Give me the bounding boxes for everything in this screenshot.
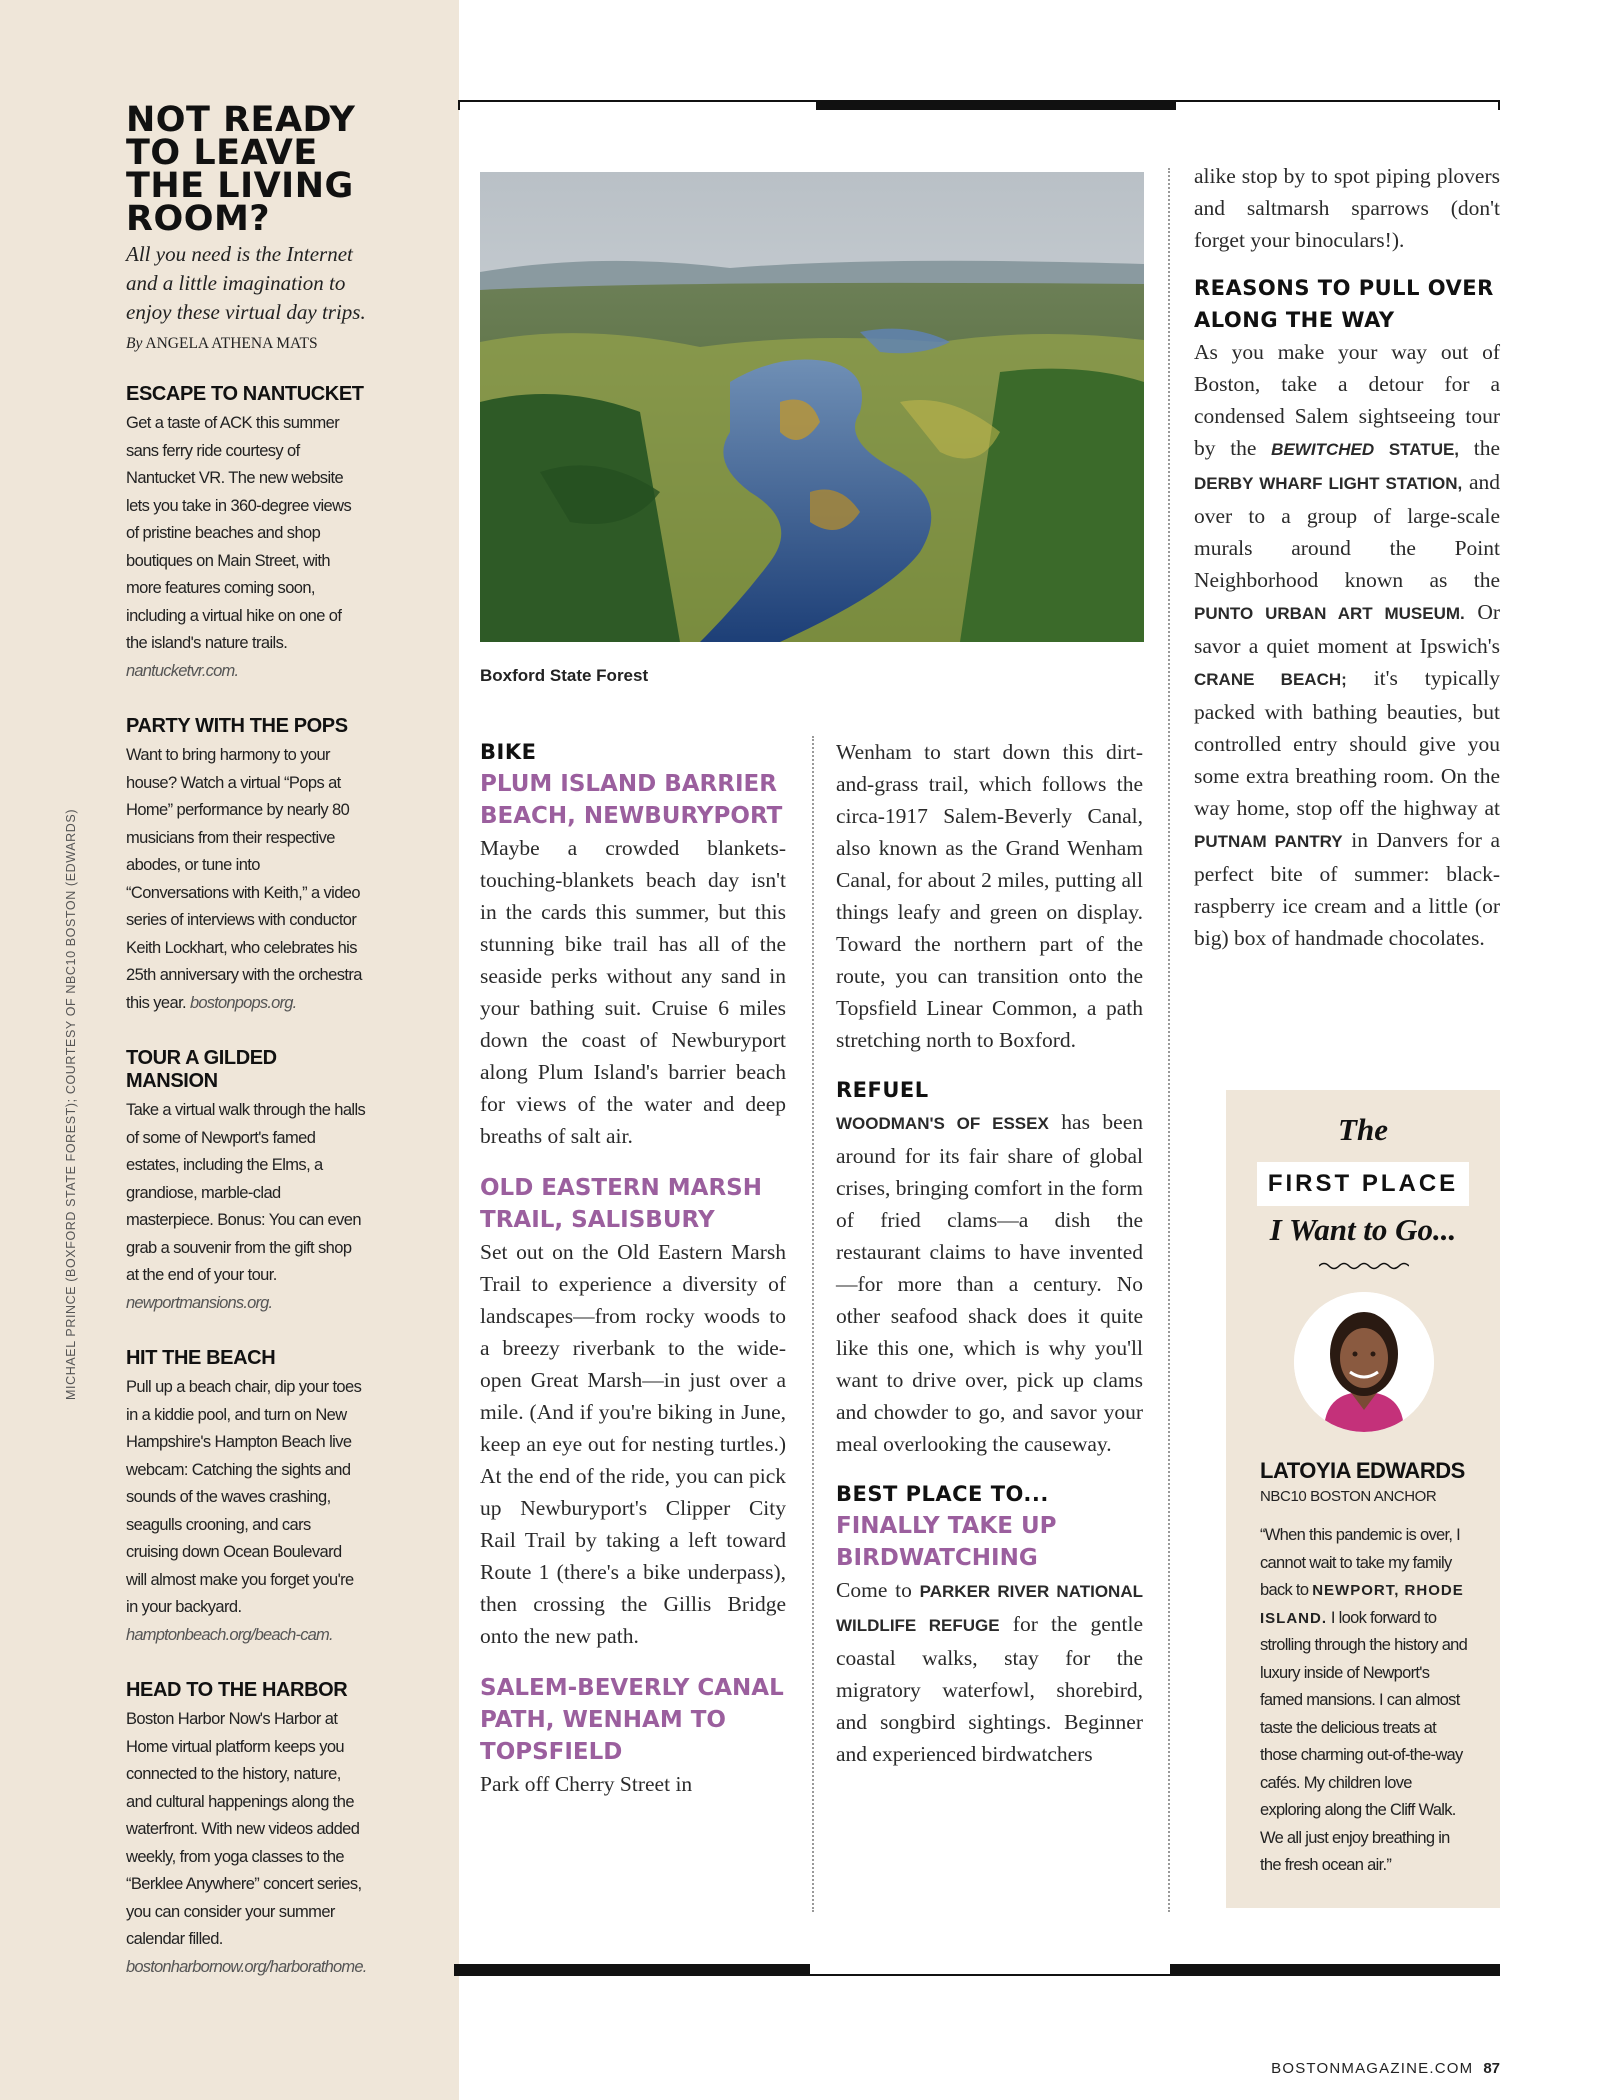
section-kicker-refuel: REFUEL [836, 1078, 929, 1102]
section-kicker-best-place: BEST PLACE TO... [836, 1482, 1049, 1506]
byline-name: ANGELA ATHENA MATS [145, 335, 318, 352]
sidebar-section-body: Take a virtual walk through the halls of some of Newport's famed estates, including the Elms, a grandiose, marble-clad masterpiece. Bonus: You can even grab a souvenir from the gift shop at the end of your tour. newportmansions.org. [126, 1101, 366, 1312]
page-footer [1271, 2060, 1500, 2077]
woodmans-name: WOODMAN'S OF ESSEX [836, 1114, 1049, 1133]
first-place-box [1226, 1090, 1500, 1908]
article-column-2 [836, 736, 1143, 1770]
section-kicker-bike: BIKE [480, 740, 537, 764]
sidebar-section-body: Want to bring harmony to your house? Watch a virtual “Pops at Home” performance by nearly 80 musicians from their respective abodes, or tune into “Conversations with Keith,” a video series of interviews with conductor Keith Lockhart, who celebrates his 25th anniversary with the orchestra this year. bostonpops.org. [126, 746, 362, 1012]
sidebar-section-heading: ESCAPE TO NANTUCKET [126, 383, 364, 405]
subheading-salem-beverly: SALEM-BEVERLY CANAL PATH, WENHAM TO TOPSFIELD [480, 1675, 784, 1765]
byline-prefix: By [126, 335, 143, 352]
first-place-the: The [1338, 1112, 1388, 1147]
parker-river-name: PARKER RIVER NATIONAL WILDLIFE REFUGE [836, 1582, 1143, 1635]
boxford-forest-photo [480, 172, 1144, 642]
first-place-quote: “When this pandemic is over, I cannot wait to take my family back to NEWPORT, RHODE ISLAND. I look forward to strolling through the history and luxury inside of Newport's famed mansions. I can almost taste the delicious treats at those charming out-of-the-way cafés. My children love exploring along the Cliff Walk. We all just enjoy breathing in the fresh ocean air.” [1260, 1526, 1468, 1874]
sidebar-section-body: Pull up a beach chair, dip your toes in a kiddie pool, and turn on New Hampshire's Hampton Beach live webcam: Catching the sights and sounds of the waves crashing, seagulls crooning, and cars cruising down Ocean Boulevard will almost make you forget you're in your backyard. hamptonbeach.org/beach-cam. [126, 1378, 362, 1644]
sidebar-section-heading: PARTY WITH THE POPS [126, 715, 348, 737]
photo-caption: Boxford State Forest [480, 666, 649, 685]
footer-site: BOSTONMAGAZINE.COM [1271, 2060, 1474, 2077]
paragraph-old-eastern-marsh: Set out on the Old Eastern Marsh Trail to experience a diversity of landscapes—from rocky woods to a breezy riverbank to the wide-open Great Marsh—in just over a mile. (And if you're biking in June, keep an eye out for nesting turtles.) At the end of the ride, you can pick up Newburyport's Clipper City Rail Trail by taking a left toward Route 1 (there's a bike underpass), then crossing the Gillis Bridge onto the new path. [480, 1240, 786, 1648]
article-column-1 [480, 736, 786, 1800]
sidebar-section-url: newportmansions.org. [126, 1293, 273, 1312]
first-place-want: I Want to Go... [1269, 1212, 1457, 1247]
sidebar-section-url: nantucketvr.com. [126, 661, 239, 680]
sidebar-title: NOT READY TO LEAVE THE LIVING ROOM? [126, 100, 356, 239]
photo-credit: MICHAEL PRINCE (BOXFORD STATE FOREST); COURTESY OF NBC10 BOSTON (EDWARDS) [64, 808, 78, 1400]
paragraph-refuel: WOODMAN'S OF ESSEX has been around for its fair share of global crises, bringing comfort in the form of fried clams—a dish the restaurant claims to have invented—for more than a century. No other seafood shack does it quite like this one, which is why you'll want to drive over, pick up clams and chowder to go, and savor your meal overlooking the causeway. [836, 1110, 1143, 1456]
newport-place: NEWPORT, RHODE ISLAND. [1260, 1582, 1464, 1627]
paragraph-birdwatching: Come to PARKER RIVER NATIONAL WILDLIFE REFUGE for the gentle coastal walks, stay for the migratory waterfowl, shorebird, and songbird sightings. Beginner and experienced birdwatchers [836, 1578, 1144, 1766]
sidebar-intro: All you need is the Internet and a little imagination to enjoy these virtual day trips. [126, 242, 366, 324]
bottom-rule [454, 1964, 1500, 1976]
subheading-old-eastern-marsh: OLD EASTERN MARSH TRAIL, SALISBURY [480, 1175, 762, 1233]
byline [126, 335, 366, 353]
subheading-birdwatching: FINALLY TAKE UP BIRDWATCHING [836, 1513, 1057, 1571]
latoyia-edwards-avatar [1294, 1292, 1434, 1432]
article-column-3 [1194, 160, 1500, 954]
sidebar-section-heading: HEAD TO THE HARBOR [126, 1679, 348, 1701]
sidebar-section-heading: TOUR A GILDED MANSION [126, 1047, 277, 1092]
sidebar-section-pops [126, 715, 366, 1017]
first-place-role: NBC10 BOSTON ANCHOR [1260, 1488, 1437, 1505]
sidebar-panel [0, 0, 459, 2100]
first-place-label: FIRST PLACE [1257, 1162, 1469, 1206]
sidebar-section-mansion [126, 1047, 366, 1317]
sidebar-content [126, 100, 367, 1981]
top-rule [458, 100, 1500, 110]
sidebar-section-url: hamptonbeach.org/beach-cam. [126, 1625, 333, 1644]
sidebar-section-nantucket [126, 383, 366, 685]
sidebar-section-body: Get a taste of ACK this summer sans ferry ride courtesy of Nantucket VR. The new website lets you take in 360-degree views of pristine beaches and shop boutiques on Main Street, with more features coming soon, including a virtual hike on one of the island's nature trails. nantucketvr.com. [126, 414, 352, 680]
paragraph-plum-island: Maybe a crowded blankets-touching-blankets beach day isn't in the cards this summer, but this stunning bike trail has all of the seaside perks without any sand in your bathing suit. Cruise 6 miles down the coast of Newburyport along Plum Island's barrier beach for views of the water and deep breaths of salt air. [480, 836, 786, 1148]
column-divider [812, 736, 814, 1912]
sidebar-section-harbor [126, 1679, 366, 1981]
paragraph-birdwatching-cont: alike stop by to spot piping plovers and saltmarsh sparrows (don't forget your binoculars!). [1194, 164, 1500, 252]
sidebar-section-url: bostonharbornow.org/harborathome. [126, 1957, 367, 1976]
first-place-name: LATOYIA EDWARDS [1260, 1458, 1465, 1483]
page-number: 87 [1483, 2060, 1500, 2077]
sidebar-section-heading: HIT THE BEACH [126, 1347, 276, 1369]
sidebar-section-beach [126, 1347, 366, 1649]
column-divider [1168, 168, 1170, 1912]
section-kicker-reasons: REASONS TO PULL OVER ALONG THE WAY [1194, 276, 1494, 332]
paragraph-salem-beverly-cont: Wenham to start down this dirt-and-grass trail, which follows the circa-1917 Salem-Beverly Canal, also known as the Grand Wenham Canal, for about 2 miles, putting all things leafy and green on display. Toward the northern part of the route, you can transition onto the Topsfield Linear Common, a path stretching north to Boxford. [836, 740, 1143, 1052]
paragraph-reasons: As you make your way out of Boston, take a detour for a condensed Salem sightseeing tour by the BEWITCHED STATUE, the DERBY WHARF LIGHT STATION, and over to a group of large-scale murals around the Point Neighborhood known as the PUNTO URBAN ART MUSEUM. Or savor a quiet moment at Ipswich's CRANE BEACH; it's typically packed with bathing beauties, but controlled entry should give you some extra breathing room. On the way home, stop off the highway at PUTNAM PANTRY in Danvers for a perfect bite of summer: black-raspberry ice cream and a little (or big) box of handmade chocolates. [1194, 340, 1501, 950]
sidebar-section-url: bostonpops.org. [190, 993, 297, 1012]
subheading-plum-island: PLUM ISLAND BARRIER BEACH, NEWBURYPORT [480, 771, 783, 829]
paragraph-salem-beverly: Park off Cherry Street in [480, 1772, 693, 1796]
sidebar-section-body: Boston Harbor Now's Harbor at Home virtual platform keeps you connected to the history, nature, and cultural happenings along the waterfront. With new videos added weekly, from yoga classes to the “Berklee Anywhere” concert series, you can consider your summer calendar filled. bostonharbornow.org/harborathome. [126, 1710, 367, 1976]
wave-divider-icon [1319, 1260, 1409, 1272]
